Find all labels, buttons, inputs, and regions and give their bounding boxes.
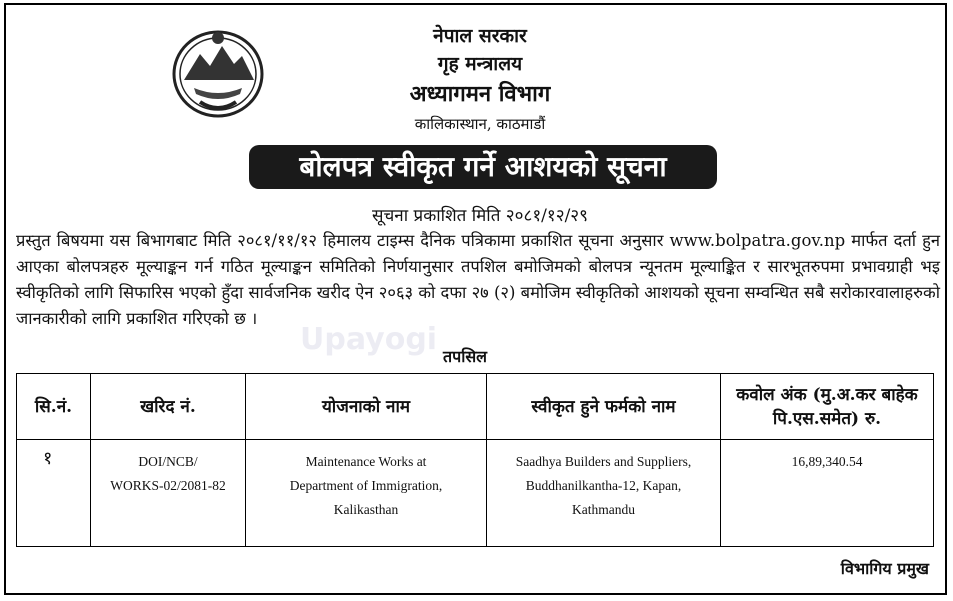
col-sn: सि.नं. — [17, 374, 91, 440]
header-govt: नेपाल सरकार — [433, 25, 527, 47]
signature: विभागिय प्रमुख — [840, 559, 929, 578]
procurement-line: DOI/NCB/ — [138, 454, 198, 469]
col-project-name: योजनाको नाम — [246, 374, 487, 440]
notice-title: बोलपत्र स्वीकृत गर्ने आशयको सूचना — [249, 145, 717, 189]
cell-sn: १ — [17, 440, 91, 547]
notice-body: प्रस्तुत बिषयमा यस बिभागबाट मिति २०८१/११/१२ हिमालय टाइम्स दैनिक पत्रिकामा प्रकाशित सूचना अनुसार www.bolpatra.gov.np मार्फत दर्ता हुन आएका बोलपत्रहरु मूल्याङ्कन गर्न गठित मूल्याङ्कन समितिको निर्णयानुसार तपशिल बमोजिमको बोलपत्र न्यूनतम मूल्याङ्कित र सारभूतरुपमा प्रभावग्राही भइ स्वीकृतिको लागि सिफारिस भएको हुँदा सार्वजनिक खरीद ऐन २०६३ को दफा २७ (२) बमोजिम स्वीकृतिको आशयको सूचना सम्वन्धित सबै सरोकारवालाहरुको जानकारीको लागि प्रकाशित गरिएको छ । — [16, 231, 940, 328]
cell-procurement-no — [91, 440, 246, 547]
procurement-line: WORKS-02/2081-82 — [110, 478, 226, 493]
firm-line: Kathmandu — [572, 502, 635, 517]
watermark: Upayogi — [300, 322, 438, 357]
project-line: Kalikasthan — [333, 502, 399, 517]
table-row — [17, 440, 934, 547]
cell-bid-amount: 16,89,340.54 — [721, 440, 934, 547]
firm-line: Buddhanilkantha-12, Kapan, — [525, 478, 682, 493]
header-department: अध्यागमन विभाग — [409, 81, 551, 107]
table-header-row — [17, 374, 934, 440]
cell-firm-name — [487, 440, 721, 547]
col-bid-amount: कवोल अंक (मु.अ.कर बाहेक पि.एस.समेत) रु. — [721, 374, 934, 440]
award-table — [16, 373, 934, 547]
published-date: सूचना प्रकाशित मिति २०८१/१२/२९ — [372, 206, 588, 226]
nepal-emblem-icon — [170, 24, 266, 120]
project-line: Maintenance Works at — [305, 454, 427, 469]
firm-line: Saadhya Builders and Suppliers, — [515, 454, 692, 469]
header-ministry: गृह मन्त्रालय — [437, 53, 523, 75]
cell-project-name — [246, 440, 487, 547]
col-firm-name: स्वीकृत हुने फर्मको नाम — [487, 374, 721, 440]
header-address: कालिकास्थान, काठमाडौं — [414, 115, 546, 133]
annex-label: तपसिल — [442, 347, 488, 366]
project-line: Department of Immigration, — [289, 478, 443, 493]
col-procurement-no: खरिद नं. — [91, 374, 246, 440]
